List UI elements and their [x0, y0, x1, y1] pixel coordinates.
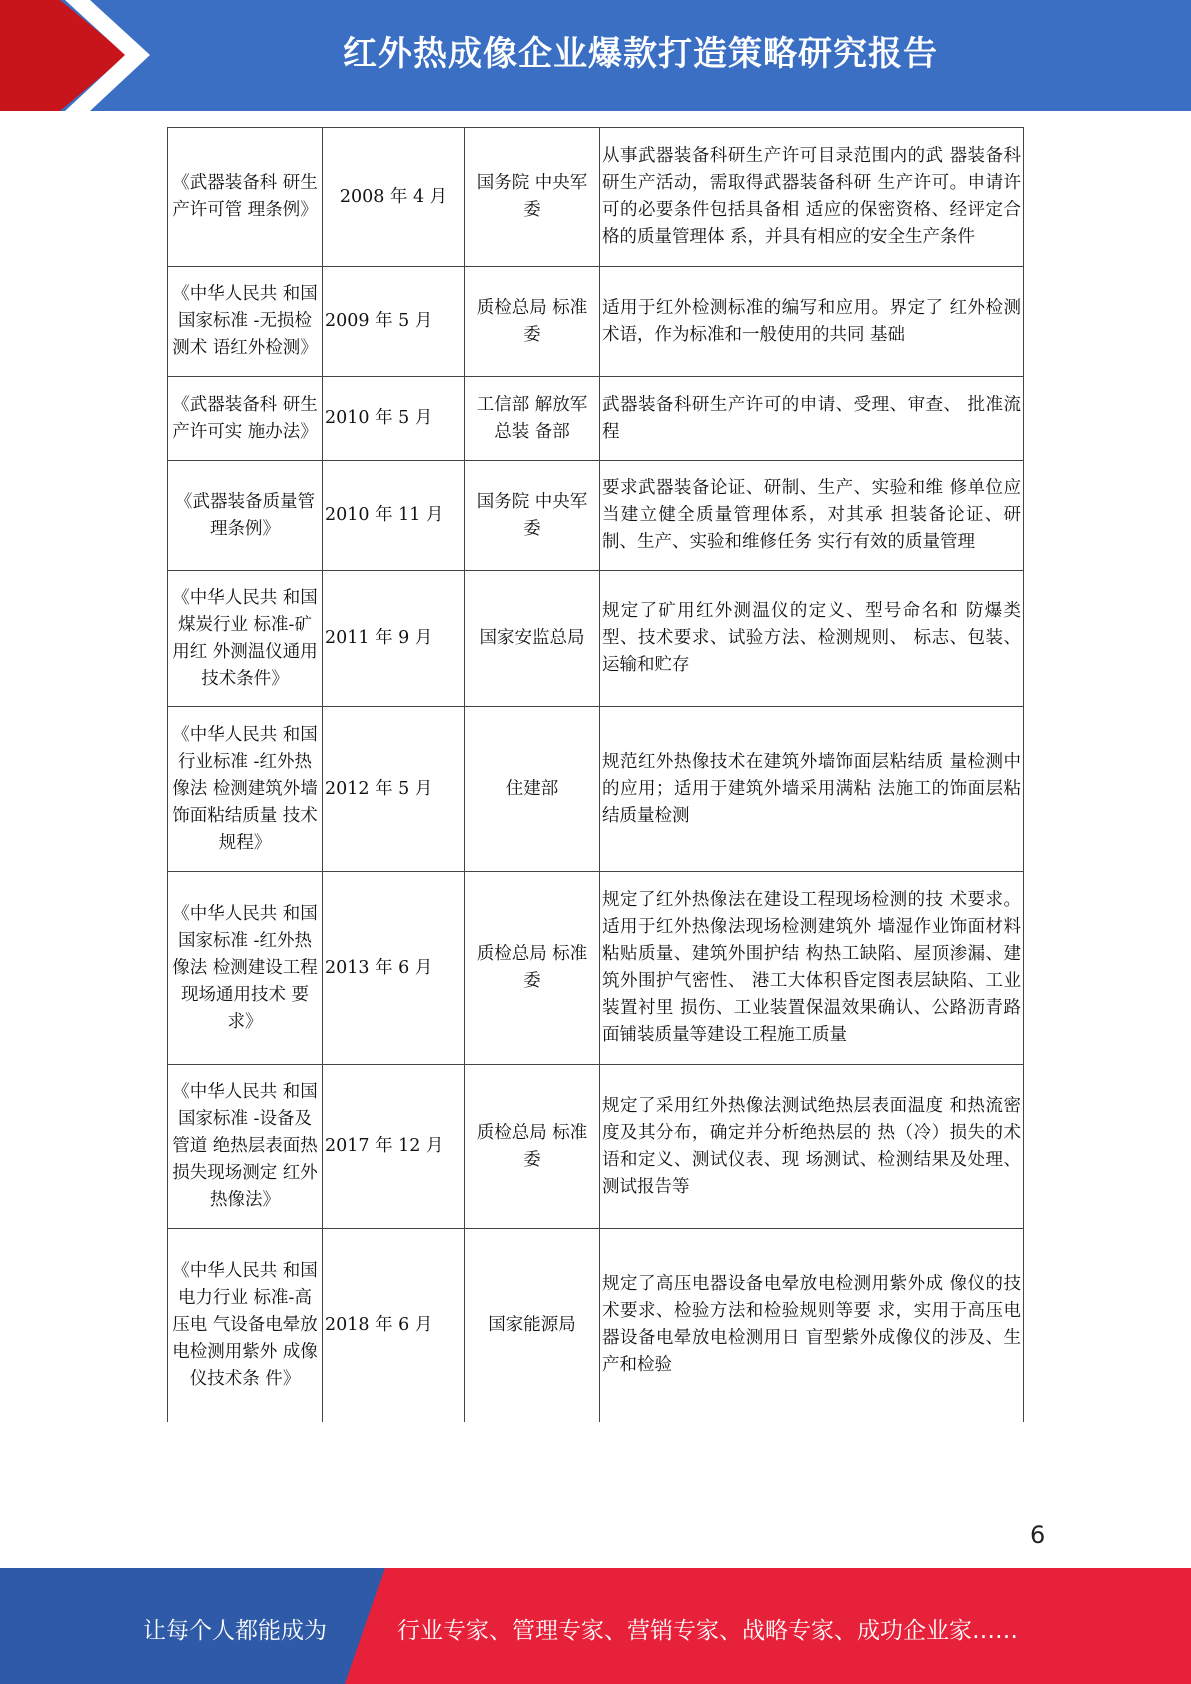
description-cell: 规范红外热像技术在建筑外墙饰面层粘结质 量检测中的应用；适用于建筑外墙采用满粘 法施工的饰面层粘结质量检测 [600, 707, 1024, 872]
issuing-department-cell: 质检总局 标准委 [465, 1065, 600, 1229]
issue-date-cell: 2018 年 6 月 [323, 1229, 465, 1422]
description-cell: 规定了红外热像法在建设工程现场检测的技 术要求。适用于红外热像法现场检测建筑外 墙湿作业饰面材料粘贴质量、建筑外围护结 构热工缺陷、屋顶渗漏、建筑外围护气密性、 港工大体积昏定图表层缺陷、工业装置衬里 损伤、工业装置保温效果确认、公路沥青路 面铺装质量等建设工程施工质量 [600, 872, 1024, 1065]
table-row [168, 707, 1024, 872]
table-row [168, 377, 1024, 461]
table-row [168, 461, 1024, 571]
page-number: 6 [1030, 1521, 1046, 1549]
table-row [168, 1229, 1024, 1422]
issuing-department-cell: 国家能源局 [465, 1229, 600, 1422]
table-row [168, 1065, 1024, 1229]
issuing-department-cell: 国务院 中央军委 [465, 461, 600, 571]
issuing-department-cell: 工信部 解放军总装 备部 [465, 377, 600, 461]
issue-date-cell: 2017 年 12 月 [323, 1065, 465, 1229]
description-cell: 规定了高压电器设备电晕放电检测用紫外成 像仪的技术要求、检验方法和检验规则等要 求，实用于高压电器设备电晕放电检测用日 盲型紫外成像仪的涉及、生产和检验 [600, 1229, 1024, 1422]
issuing-department-cell: 住建部 [465, 707, 600, 872]
issuing-department-cell: 质检总局 标准委 [465, 872, 600, 1065]
footer-slogan-right: 行业专家、管理专家、营销专家、战略专家、成功企业家…… [397, 1618, 1018, 1644]
issuing-department-cell: 国家安监总局 [465, 571, 600, 707]
issue-date-cell: 2012 年 5 月 [323, 707, 465, 872]
issuing-department-cell: 国务院 中央军委 [465, 128, 600, 267]
regulation-name-cell: 《中华人民共 和国电力行业 标准-高压电 气设备电晕放 电检测用紫外 成像仪技术条 件》 [168, 1229, 323, 1422]
issue-date-cell: 2013 年 6 月 [323, 872, 465, 1065]
issue-date-cell: 2010 年 11 月 [323, 461, 465, 571]
table-row [168, 571, 1024, 707]
description-cell: 从事武器装备科研生产许可目录范围内的武 器装备科研生产活动，需取得武器装备科研 生产许可。申请许可的必要条件包括具备相 适应的保密资格、经评定合格的质量管理体 系，并具有相应的安全生产条件 [600, 128, 1024, 267]
table-row [168, 872, 1024, 1065]
policy-table [167, 127, 1024, 1422]
regulation-name-cell: 《武器装备科 研生产许可实 施办法》 [168, 377, 323, 461]
issuing-department-cell: 质检总局 标准委 [465, 267, 600, 377]
description-cell: 规定了采用红外热像法测试绝热层表面温度 和热流密度及其分布，确定并分析绝热层的 热（冷）损失的术语和定义、测试仪表、现 场测试、检测结果及处理、测试报告等 [600, 1065, 1024, 1229]
issue-date-cell: 2009 年 5 月 [323, 267, 465, 377]
regulation-name-cell: 《中华人民共 和国国家标准 -设备及管道 绝热层表面热 损失现场测定 红外热像法》 [168, 1065, 323, 1229]
issue-date-cell: 2010 年 5 月 [323, 377, 465, 461]
regulation-name-cell: 《中华人民共 和国煤炭行业 标准-矿用红 外测温仪通用 技术条件》 [168, 571, 323, 707]
regulation-name-cell: 《中华人民共 和国国家标准 -无损检测术 语红外检测》 [168, 267, 323, 377]
regulation-name-cell: 《武器装备科 研生产许可管 理条例》 [168, 128, 323, 267]
table-row [168, 267, 1024, 377]
regulation-name-cell: 《中华人民共 和国国家标准 -红外热像法 检测建设工程 现场通用技术 要求》 [168, 872, 323, 1065]
regulation-name-cell: 《中华人民共 和国行业标准 -红外热像法 检测建筑外墙 饰面粘结质量 技术规程》 [168, 707, 323, 872]
regulation-name-cell: 《武器装备质量管理条例》 [168, 461, 323, 571]
table-row [168, 128, 1024, 267]
page-header [0, 0, 1191, 111]
description-cell: 适用于红外检测标准的编写和应用。界定了 红外检测术语，作为标准和一般使用的共同 基础 [600, 267, 1024, 377]
description-cell: 要求武器装备论证、研制、生产、实验和维 修单位应当建立健全质量管理体系，对其承 担装备论证、研制、生产、实验和维修任务 实行有效的质量管理 [600, 461, 1024, 571]
issue-date-cell: 2008 年 4 月 [323, 128, 465, 267]
page-footer [0, 1568, 1191, 1684]
description-cell: 武器装备科研生产许可的申请、受理、审查、 批准流程 [600, 377, 1024, 461]
report-title: 红外热成像企业爆款打造策略研究报告 [343, 34, 938, 74]
issue-date-cell: 2011 年 9 月 [323, 571, 465, 707]
description-cell: 规定了矿用红外测温仪的定义、型号命名和 防爆类型、技术要求、试验方法、检测规则、 标志、包装、运输和贮存 [600, 571, 1024, 707]
footer-slogan-left: 让每个人都能成为 [143, 1618, 327, 1644]
